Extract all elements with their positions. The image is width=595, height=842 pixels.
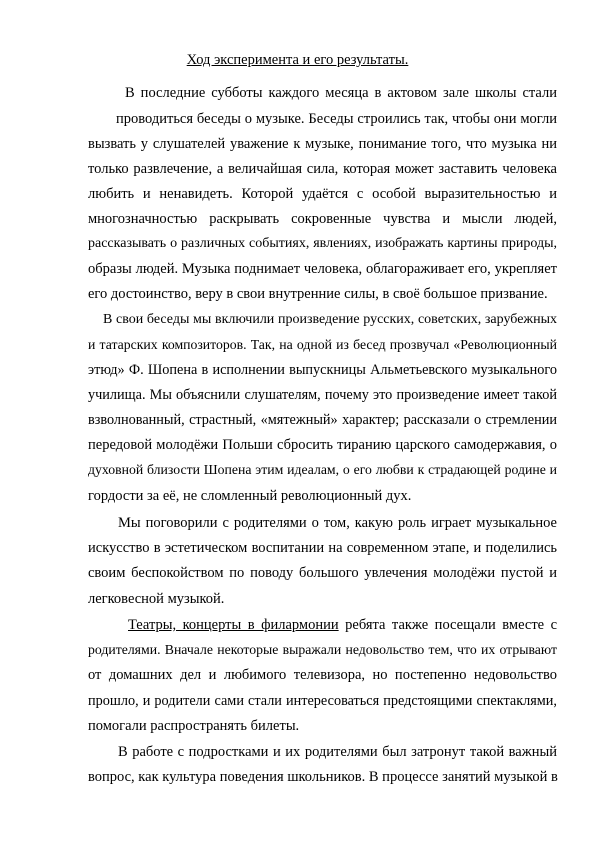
text-line: В свои беседы мы включили произведение русских, советских, зарубежных bbox=[103, 312, 557, 327]
text-line: рассказывать о различных событиях, явлениях, изображать картины природы, bbox=[88, 236, 557, 251]
text-line: этюд» Ф. Шопена в исполнении выпускницы Альметьевского музыкального bbox=[88, 362, 557, 378]
text-line: многозначностью раскрывать сокровенные чувства и мысли людей, bbox=[88, 211, 557, 227]
text-line: своим беспокойством по поводу большого увлечения молодёжи пустой и bbox=[88, 565, 557, 581]
text-line: прошло, и родители сами стали интересоваться предстоящими спектаклями, bbox=[88, 693, 557, 709]
text-line: любить и ненавидеть. Которой удаётся с особой выразительностью и bbox=[88, 186, 557, 202]
text-line: училища. Мы объяснили слушателям, почему это произведение имеет такой bbox=[88, 387, 557, 403]
text-line: легковесной музыкой. bbox=[88, 591, 225, 607]
text-line: В работе с подростками и их родителями был затронут такой важный bbox=[118, 744, 557, 760]
text-line: проводиться беседы о музыке. Беседы строились так, чтобы они могли bbox=[116, 111, 557, 127]
text-line: гордости за её, не сломленный революционный дух. bbox=[88, 488, 412, 504]
text-line: родителями. Вначале некоторые выражали недовольство тем, что их отрывают bbox=[88, 642, 557, 657]
text-line bbox=[128, 615, 557, 635]
text-line: и татарских композиторов. Так, на одной из бесед прозвучал «Революционный bbox=[88, 337, 557, 352]
text-line: искусство в эстетическом воспитании на современном этапе, и поделились bbox=[88, 540, 557, 556]
text-line: духовной близости Шопена этим идеалам, о его любви к страдающей родине и bbox=[88, 462, 557, 477]
text-line: от домашних дел и любимого телевизора, но постепенно недовольство bbox=[88, 667, 557, 683]
text-line: образы людей. Музыка поднимает человека, облагораживает его, укрепляет bbox=[88, 261, 557, 277]
text-line: его достоинство, веру в свои внутренние силы, в своё большое призвание. bbox=[88, 286, 548, 302]
text-line: В последние субботы каждого месяца в актовом зале школы стали bbox=[125, 85, 557, 101]
text-line: Мы поговорили с родителями о том, какую роль играет музыкальное bbox=[118, 515, 557, 531]
text-line: взволнованный, страстный, «мятежный» характер; рассказали о стремлении bbox=[88, 412, 557, 428]
text-fragment: ребята также посещали вместе с bbox=[338, 617, 558, 633]
text-line: помогали распространять билеты. bbox=[88, 718, 300, 734]
text-line: вызвать у слушателей уважение к музыке, понимание того, что музыка ни bbox=[88, 136, 557, 152]
underlined-phrase: Театры, концерты в филармонии bbox=[128, 617, 339, 633]
text-line: только развлечение, а величайшая сила, которая может заставить человека bbox=[88, 161, 557, 177]
section-title: Ход эксперимента и его результаты. bbox=[186, 52, 409, 68]
text-line: вопрос, как культура поведения школьников. В процессе занятий музыкой в bbox=[88, 769, 558, 785]
text-line: передовой молодёжи Польши сбросить тиранию царского самодержавия, о bbox=[88, 437, 557, 453]
